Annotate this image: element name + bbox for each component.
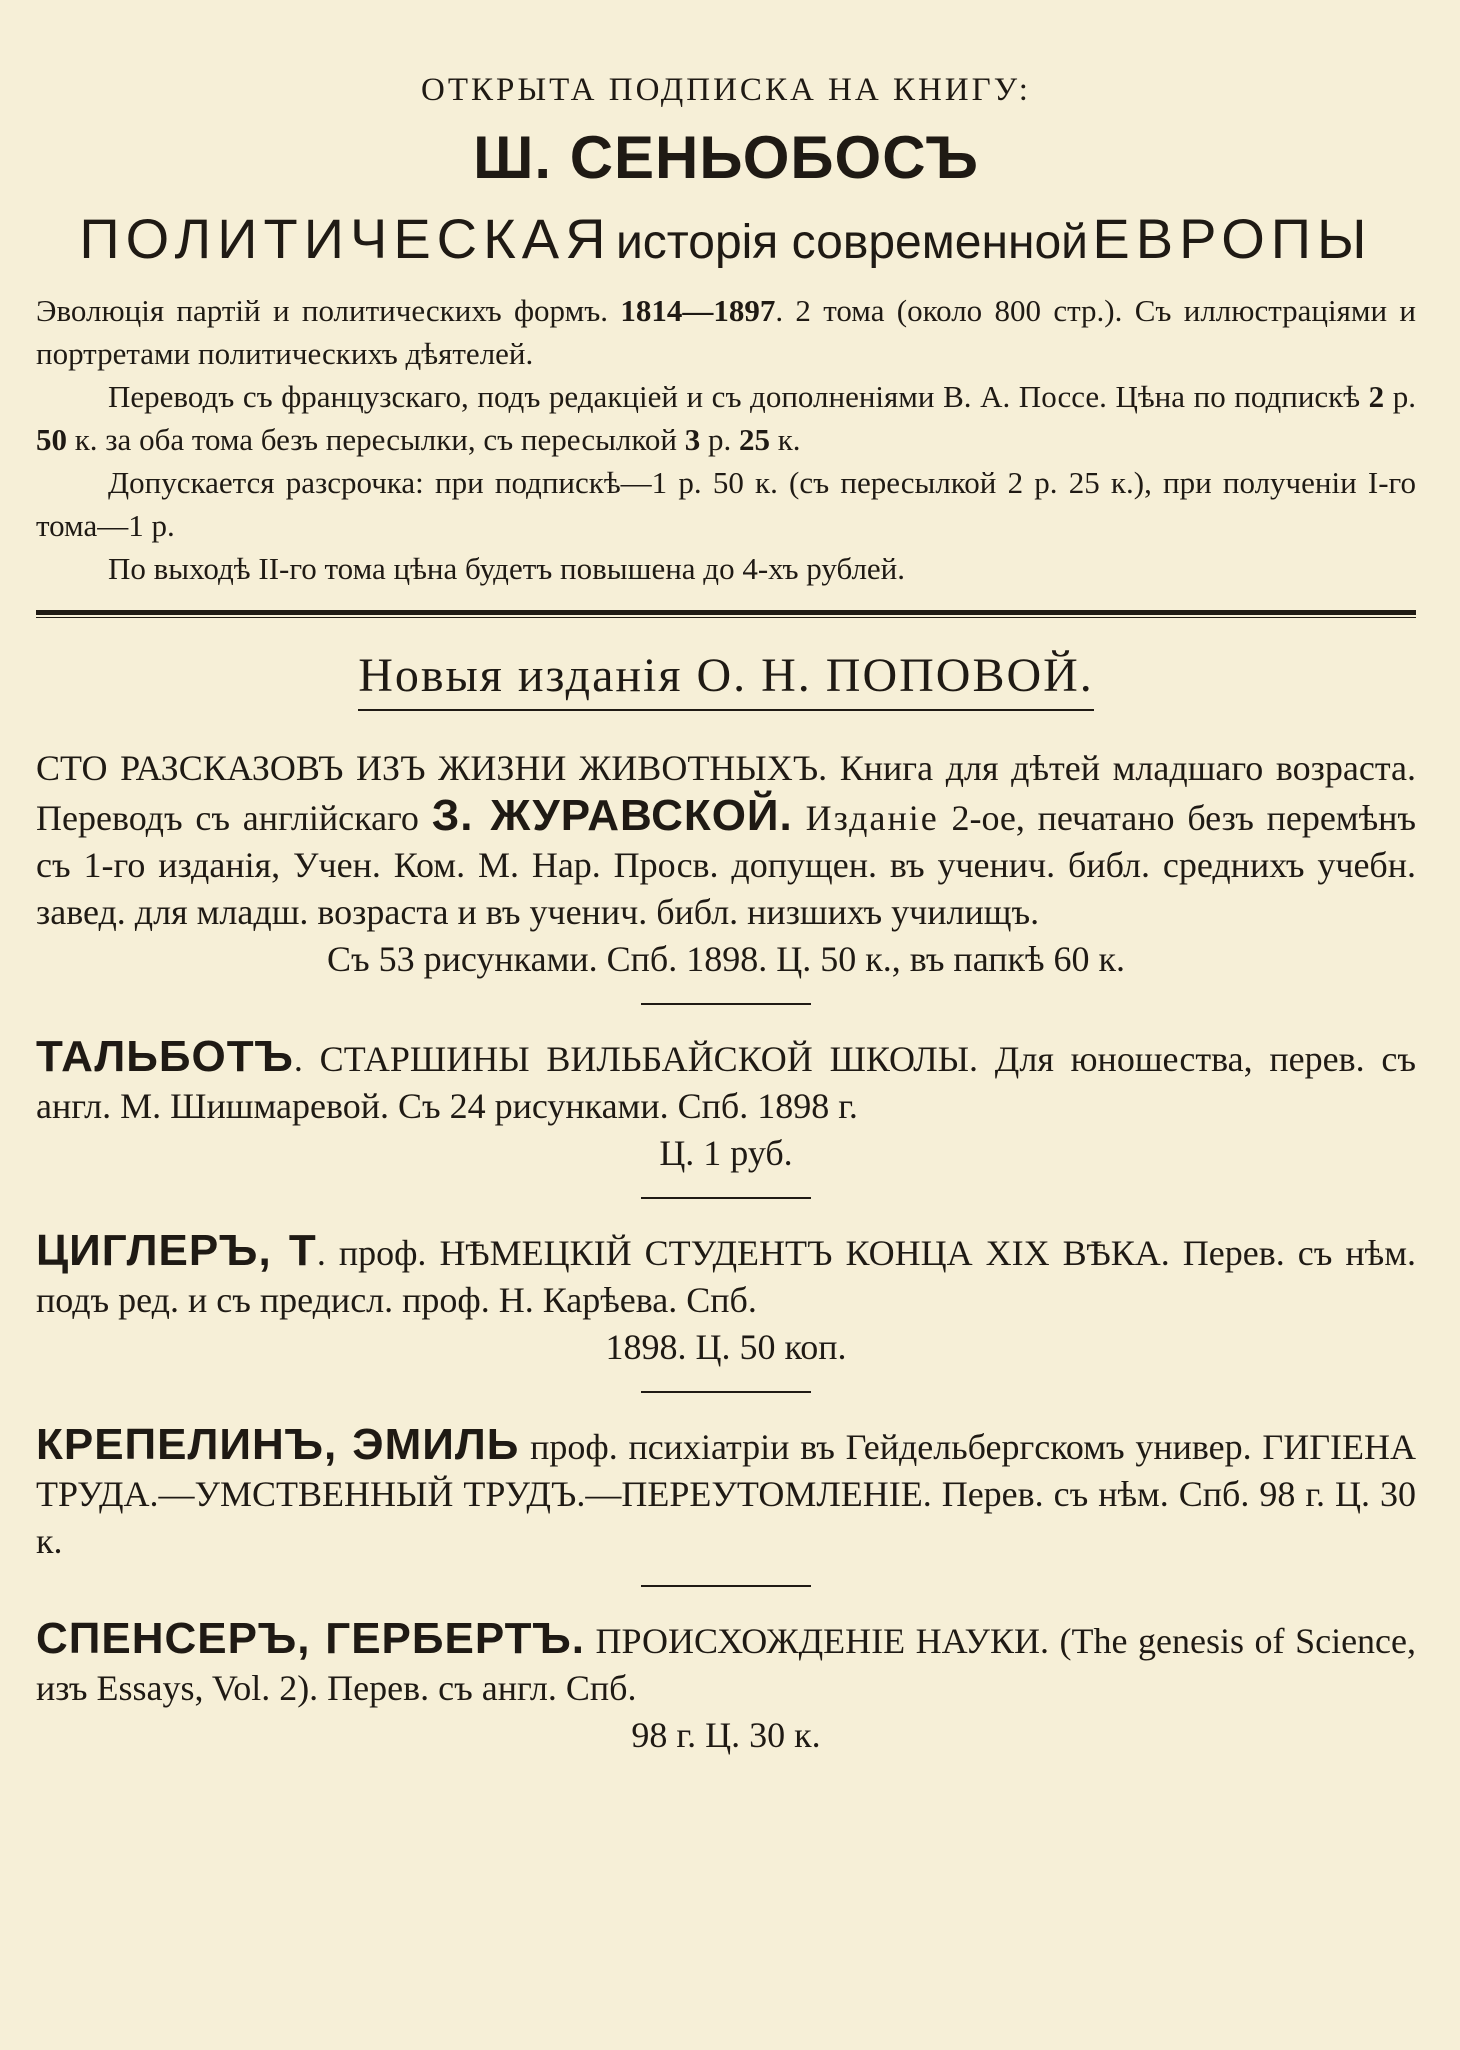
entry-divider <box>641 1585 811 1587</box>
entry-divider <box>641 1003 811 1005</box>
book-title-part-2: исторія современной <box>615 216 1088 269</box>
subscription-paragraph-2 <box>36 375 1416 461</box>
author-name: З. ЖУРАВСКОЙ. <box>431 791 793 840</box>
entry-divider <box>641 1197 811 1199</box>
text: ПРОИСХОЖДЕНІЕ НАУКИ. (The genesis of Science, изъ Essays, Vol. 2). Перев. съ англ. Спб. <box>36 1621 1417 1708</box>
entry-price: 98 г. Ц. 30 к. <box>631 1715 821 1755</box>
entry-price: Съ 53 рисунками. Спб. 1898. Ц. 50 к., въ папкѣ 60 к. <box>327 939 1125 979</box>
text: Переводъ съ французскаго, подъ редакціей и съ дополненіями В. А. Поссе. Цѣна по подпискѣ <box>108 379 1369 414</box>
text: к. <box>769 422 801 457</box>
price-kopecks: 50 <box>36 422 67 457</box>
book-entry <box>36 1615 1416 1759</box>
price-rubles: 3 <box>684 422 701 457</box>
book-entry <box>36 1033 1416 1177</box>
author-name: КРЕПЕЛИНЪ, ЭМИЛЬ <box>36 1420 520 1469</box>
entry-text <box>36 1227 1416 1324</box>
double-rule-divider <box>36 610 1416 618</box>
entry-price: Ц. 1 руб. <box>659 1133 793 1173</box>
author-name: ЦИГЛЕРЪ, Т <box>36 1226 317 1275</box>
subscription-paragraph-4: По выходѣ II-го тома цѣна будетъ повышена до 4-хъ рублей. <box>108 551 906 586</box>
price-rubles: 2 <box>1368 379 1385 414</box>
subscription-kicker: ОТКРЫТА ПОДПИСКА НА КНИГУ: <box>421 72 1031 108</box>
entry-text <box>36 1615 1416 1712</box>
text: проф. психіатріи въ Гейдельбергскомъ универ. ГИГІЕНА ТРУДА.—УМСТВЕННЫЙ ТРУДЪ.—ПЕРЕУТОМЛЕНІЕ. Перев. съ нѣм. Спб. 98 г. Ц. 30 к. <box>36 1427 1416 1561</box>
text: р. <box>700 422 739 457</box>
subscription-details <box>36 289 1416 590</box>
entry-price: 1898. Ц. 50 коп. <box>605 1327 847 1367</box>
years-range: 1814—1897 <box>620 293 776 328</box>
author-name: СПЕНСЕРЪ, ГЕРБЕРТЪ. <box>36 1614 585 1663</box>
text: . 2 тома (около 800 стр.). Съ иллюстраціями и портретами политическихъ дѣятелей. <box>36 293 1416 371</box>
text: р. <box>1384 379 1417 414</box>
subscription-paragraph-1 <box>36 289 1416 375</box>
book-title-part-3: ЕВРОПЫ <box>1092 207 1373 270</box>
entry-text <box>36 1033 1416 1130</box>
book-entry <box>36 1227 1416 1371</box>
section-heading: Новыя изданія О. Н. ПОПОВОЙ. <box>358 648 1094 711</box>
edition-word: Изданіе <box>805 798 939 838</box>
book-entry <box>36 745 1416 983</box>
subscription-paragraph-3: Допускается разсрочка: при подпискѣ—1 р. 50 к. (съ пересылкой 2 р. 25 к.), при полученіи I-го тома—1 р. <box>36 465 1416 543</box>
entry-text <box>36 745 1416 936</box>
book-title <box>36 206 1416 271</box>
price-kopecks: 25 <box>738 422 770 457</box>
entry-text <box>36 1421 1416 1565</box>
text: . СТАРШИНЫ ВИЛЬБАЙСКОЙ ШКОЛЫ. Для юношества, перев. съ англ. М. Шишмаревой. Съ 24 рисунками. Спб. 1898 г. <box>36 1039 1416 1126</box>
entry-divider <box>641 1391 811 1393</box>
text: СТО РАЗСКАЗОВЪ ИЗЪ ЖИЗНИ ЖИВОТНЫХЪ. Книга для дѣтей младшаго возраста. Переводъ съ англійскаго <box>36 748 1416 838</box>
text: к. за оба тома безъ пересылки, съ пересылкой <box>67 422 685 457</box>
book-entry <box>36 1421 1416 1565</box>
text: . проф. НѢМЕЦКІЙ СТУДЕНТЪ КОНЦА XIX ВѢКА. Перев. съ нѣм. подъ ред. и съ предисл. проф. Н. Карѣева. Спб. <box>36 1233 1417 1320</box>
author-heading: Ш. СЕНЬОБОСЪ <box>473 124 979 191</box>
book-title-part-1: ПОЛИТИЧЕСКАЯ <box>79 207 612 270</box>
author-name: ТАЛЬБОТЪ <box>36 1032 294 1081</box>
text: Эволюція партій и политическихъ формъ. <box>36 293 621 328</box>
text: 2-ое, печатано безъ перемѣнъ съ 1-го изданія, Учен. Ком. М. Нар. Просв. допущен. въ ученич. библ. среднихъ учебн. завед. для младш. возраста и въ ученич. библ. низшихъ училищъ. <box>36 798 1417 932</box>
